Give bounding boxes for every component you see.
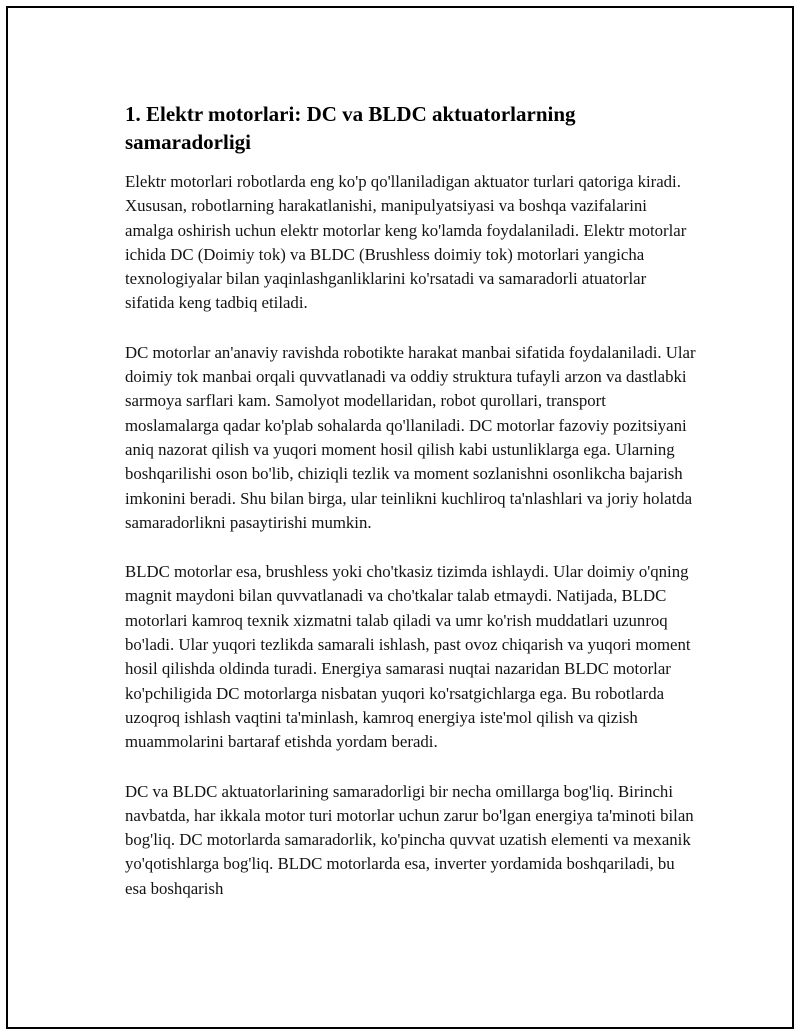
paragraph-bldc-motors: BLDC motorlar esa, brushless yoki cho'tkasiz tizimda ishlaydi. Ular doimiy o'qning magnit maydoni bilan quvvatlanadi va cho'tkalar talab etmaydi. Natijada, BLDC motorlari kamroq texnik xizmatni talab qiladi va umr ko'rish muddatlari uzunroq bo'ladi. Ular yuqori tezlikda samarali ishlash, past ovoz chiqarish va yuqori moment hosil qilishda oldinda turadi. Energiya samarasi nuqtai nazaridan BLDC motorlar ko'pchiligida DC motorlarga nisbatan yuqori ko'rsatgichlarga ega. Bu robotlarda uzoqroq ishlash vaqtini ta'minlash, kamroq energiya iste'mol qilish va qizish muammolarini bartaraf etishda yordam beradi. xyxy=(125,562,691,752)
paragraph-intro: Elektr motorlari robotlarda eng ko'p qo'llaniladigan aktuator turlari qatoriga kiradi. Xususan, robotlarning harakatlanishi, manipulyatsiyasi va boshqa vazifalarini amalga oshirish uchun elektr motorlar keng ko'lamda foydalaniladi. Elektr motorlar ichida DC (Doimiy tok) va BLDC (Brushless doimiy tok) motorlari yangicha texnologiyalar bilan yaqinlashganliklarini ko'rsatadi va samaradorli atuatorlar sifatida keng tadbiq etiladi. xyxy=(125,172,687,313)
page-frame xyxy=(6,6,794,1029)
paragraph-dc-motors: DC motorlar an'anaviy ravishda robotikte harakat manbai sifatida foydalaniladi. Ular doimiy tok manbai orqali quvvatlanadi va oddiy struktura tufayli arzon va dastlabki sarmoya sarflari kam. Samolyot modellaridan, robot qurollari, transport moslamalarga qadar ko'plab sohalarda qo'llaniladi. DC motorlar fazoviy pozitsiyani aniq nazorat qilish va yuqori moment hosil qilish kabi ustunliklarga ega. Ularning boshqarilishi oson bo'lib, chiziqli tezlik va moment sozlanishni osonlikcha bajarish imkonini beradi. Shu bilan birga, ular teinlikni kuchliroq ta'nlashlari va joriy holatda samaradorlikni pasaytirishi mumkin. xyxy=(125,342,696,532)
paragraph-efficiency: DC va BLDC aktuatorlarining samaradorligi bir necha omillarga bog'liq. Birinchi navbatda, har ikkala motor turi motorlar uchun zarur bo'lgan energiya ta'minoti bilan bog'liq. DC motorlarda samaradorlik, ko'pincha quvvat uzatish elementi va mexanik yo'qotishlarga bog'liq. BLDC motorlarda esa, inverter yordamida boshqariladi, bu esa boshqarish xyxy=(125,781,694,898)
section-heading: 1. Elektr motorlari: DC va BLDC aktuatorlarning samaradorligi xyxy=(125,102,576,154)
document-body xyxy=(125,100,697,901)
